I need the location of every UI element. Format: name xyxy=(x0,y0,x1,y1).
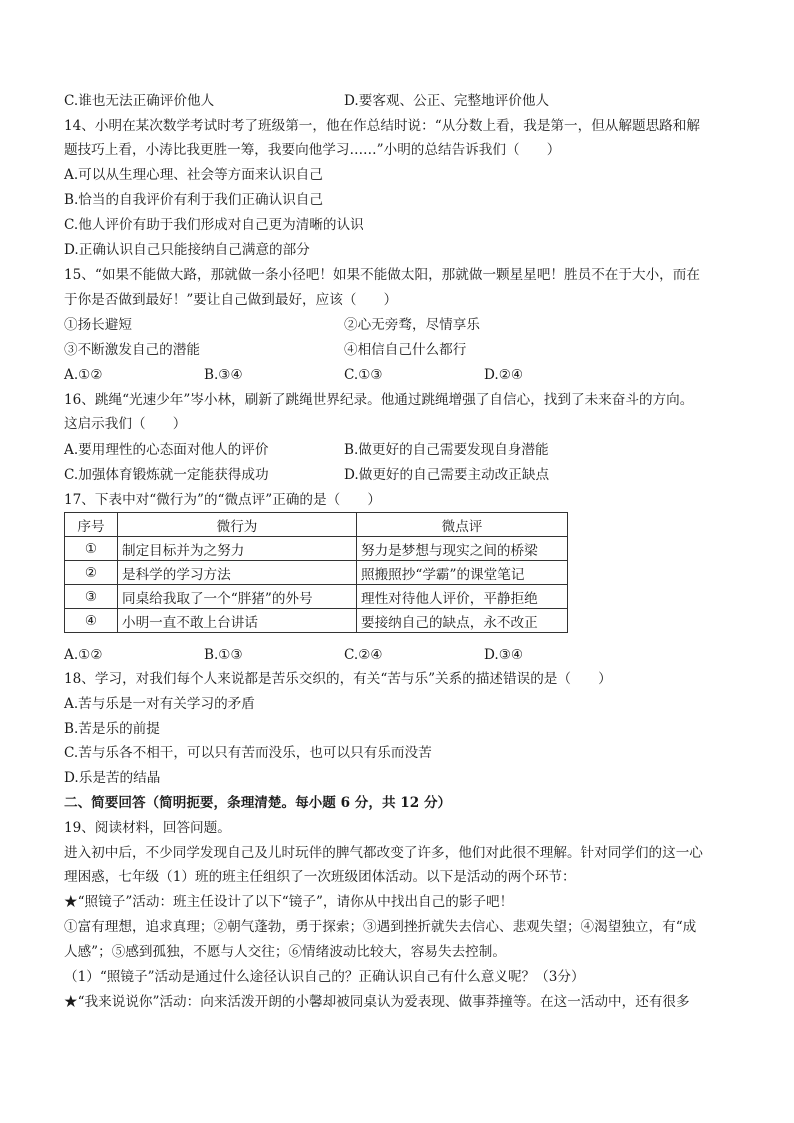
q15-item-3: ③不断激发自己的潜能 xyxy=(64,342,200,358)
q14-stem-line2: 题技巧上看，小涛比我更胜一筹，我要向他学习……”小明的总结告诉我们（ ） xyxy=(64,142,561,158)
table-cell-index: ② xyxy=(65,561,118,585)
table-cell-index: ① xyxy=(65,537,118,561)
q18-stem: 18、学习，对我们每个人来说都是苦乐交织的，有关“苦与乐”关系的描述错误的是（ ） xyxy=(64,671,612,687)
table-cell-index: ④ xyxy=(65,609,118,633)
table-header-behavior: 微行为 xyxy=(118,513,357,537)
q19-paragraph-line1: 进入初中后，不少同学发现自己及儿时玩伴的脾气都改变了许多，他们对此很不理解。针对同学们的这一心 xyxy=(64,845,703,861)
q19-stem: 19、阅读材料，回答问题。 xyxy=(64,820,231,836)
q19-activity-1: ★“照镜子”活动：班主任设计了以下“镜子”，请你从中找出自己的影子吧！ xyxy=(64,894,514,910)
q16-option-a: A.要用理性的心态面对他人的评价 xyxy=(64,442,269,458)
q13-option-c: C.谁也无法正确评价他人 xyxy=(64,93,215,109)
q15-option-b: B.③④ xyxy=(204,367,243,383)
q14-option-c: C.他人评价有助于我们形成对自己更为清晰的认识 xyxy=(64,217,364,233)
table-cell-comment: 照搬照抄“学霸”的课堂笔记 xyxy=(357,561,568,585)
q18-option-d: D.乐是苦的结晶 xyxy=(64,770,161,786)
q15-item-4: ④相信自己什么都行 xyxy=(344,342,467,358)
q15-option-a: A.①② xyxy=(64,367,103,383)
q15-stem-line2: 于你是否做到最好！”要让自己做到最好，应该（ ） xyxy=(64,292,398,308)
q19-paragraph-line2: 理困惑，七年级（1）班的班主任组织了一次班级团体活动。以下是活动的两个环节： xyxy=(64,869,576,885)
q15-option-c: C.①③ xyxy=(344,367,383,383)
q16-stem-line1: 16、跳绳“光速少年”岑小林，刷新了跳绳世界纪录。他通过跳绳增强了自信心，找到了未来奋斗的方向。 xyxy=(64,392,694,408)
q18-option-a: A.苦与乐是一对有关学习的矛盾 xyxy=(64,696,255,712)
q19-list-line1: ①富有理想，追求真理；②朝气蓬勃，勇于探索；③遇到挫折就失去信心、悲观失望；④渴望独立，有“成 xyxy=(64,919,697,935)
q16-stem-line2: 这启示我们（ ） xyxy=(64,416,187,432)
q15-stem-line1: 15、“如果不能做大路，那就做一条小径吧！如果不能做太阳，那就做一颗星星吧！胜员不在于大小，而在 xyxy=(64,267,700,283)
table-header-index: 序号 xyxy=(65,513,118,537)
table-header-row xyxy=(65,513,568,537)
section-heading: 二、简要回答（简明扼要，条理清楚。每小题 6 分，共 12 分） xyxy=(64,795,452,811)
q13-option-d: D.要客观、公正、完整地评价他人 xyxy=(344,93,550,109)
q18-option-c: C.苦与乐各不相干，可以只有苦而没乐，也可以只有乐而没苦 xyxy=(64,745,432,761)
table-header-comment: 微点评 xyxy=(357,513,568,537)
q17-stem: 17、下表中对“微行为”的“微点评”正确的是（ ） xyxy=(64,492,381,508)
q14-option-b: B.恰当的自我评价有利于我们正确认识自己 xyxy=(64,192,323,208)
q19-subquestion-1: （1）“照镜子”活动是通过什么途径认识自己的？正确认识自己有什么意义呢？（3分） xyxy=(64,969,585,985)
table-cell-comment: 努力是梦想与现实之间的桥梁 xyxy=(357,537,568,561)
q17-option-b: B.①③ xyxy=(204,647,243,663)
q15-item-2: ②心无旁骛，尽情享乐 xyxy=(344,317,480,333)
q18-option-b: B.苦是乐的前提 xyxy=(64,721,160,737)
q14-stem-line1: 14、小明在某次数学考试时考了班级第一，他在作总结时说：“从分数上看，我是第一，但从解题思路和解 xyxy=(64,118,700,134)
table-row xyxy=(65,561,568,585)
q17-table xyxy=(64,512,568,633)
q14-option-a: A.可以从生理心理、社会等方面来认识自己 xyxy=(64,167,323,183)
q17-option-c: C.②④ xyxy=(344,647,383,663)
q19-activity-2: ★“我来说说你”活动：向来活泼开朗的小馨却被同桌认为爱表现、做事莽撞等。在这一活动中，还有很多 xyxy=(64,994,690,1010)
table-cell-behavior: 是科学的学习方法 xyxy=(118,561,357,585)
q16-option-c: C.加强体育锻炼就一定能获得成功 xyxy=(64,467,269,483)
q17-option-a: A.①② xyxy=(64,647,103,663)
table-cell-behavior: 同桌给我取了一个“胖猪”的外号 xyxy=(118,585,357,609)
table-row xyxy=(65,585,568,609)
q14-option-d: D.正确认识自己只能接纳自己满意的部分 xyxy=(64,242,310,258)
table-cell-behavior: 小明一直不敢上台讲话 xyxy=(118,609,357,633)
table-row xyxy=(65,537,568,561)
q16-option-b: B.做更好的自己需要发现自身潜能 xyxy=(344,442,549,458)
table-cell-behavior: 制定目标并为之努力 xyxy=(118,537,357,561)
table-cell-index: ③ xyxy=(65,585,118,609)
q16-option-d: D.做更好的自己需要主动改正缺点 xyxy=(344,467,550,483)
q19-list-line2: 人感”；⑤感到孤独，不愿与人交往；⑥情绪波动比较大，容易失去控制。 xyxy=(64,944,506,960)
table-cell-comment: 理性对待他人评价，平静拒绝 xyxy=(357,585,568,609)
table-row xyxy=(65,609,568,633)
q15-option-d: D.②④ xyxy=(484,367,524,383)
q17-option-d: D.③④ xyxy=(484,647,524,663)
q15-item-1: ①扬长避短 xyxy=(64,317,132,333)
table-cell-comment: 要接纳自己的缺点，永不改正 xyxy=(357,609,568,633)
